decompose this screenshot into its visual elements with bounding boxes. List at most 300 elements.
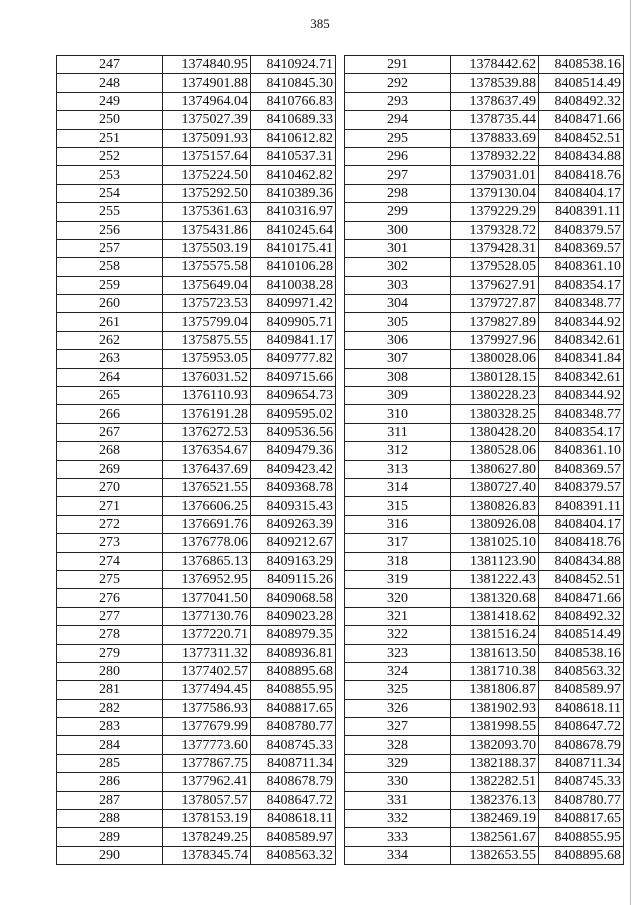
table-row bbox=[345, 773, 624, 791]
point-number-cell: 274 bbox=[57, 552, 163, 570]
point-number-cell: 326 bbox=[345, 699, 451, 717]
point-number-cell: 329 bbox=[345, 754, 451, 772]
y-coordinate-cell: 8408379.57 bbox=[539, 221, 624, 239]
table-row bbox=[345, 203, 624, 221]
y-coordinate-cell: 8409654.73 bbox=[251, 387, 336, 405]
point-number-cell: 302 bbox=[345, 258, 451, 276]
point-number-cell: 297 bbox=[345, 166, 451, 184]
point-number-cell: 270 bbox=[57, 478, 163, 496]
table-row bbox=[345, 92, 624, 110]
point-number-cell: 315 bbox=[345, 497, 451, 515]
y-coordinate-cell: 8408404.17 bbox=[539, 184, 624, 202]
table-row bbox=[57, 129, 336, 147]
y-coordinate-cell: 8409068.58 bbox=[251, 589, 336, 607]
y-coordinate-cell: 8409841.17 bbox=[251, 331, 336, 349]
point-number-cell: 247 bbox=[57, 56, 163, 74]
table-row bbox=[57, 810, 336, 828]
table-row bbox=[57, 442, 336, 460]
table-row bbox=[345, 350, 624, 368]
x-coordinate-cell: 1378539.88 bbox=[451, 74, 539, 92]
point-number-cell: 284 bbox=[57, 736, 163, 754]
y-coordinate-cell: 8409595.02 bbox=[251, 405, 336, 423]
x-coordinate-cell: 1381222.43 bbox=[451, 570, 539, 588]
y-coordinate-cell: 8408647.72 bbox=[539, 718, 624, 736]
y-coordinate-cell: 8408745.33 bbox=[251, 736, 336, 754]
table-row bbox=[57, 773, 336, 791]
table-row bbox=[57, 295, 336, 313]
y-coordinate-cell: 8408361.10 bbox=[539, 442, 624, 460]
table-row bbox=[345, 644, 624, 662]
y-coordinate-cell: 8408711.34 bbox=[539, 754, 624, 772]
point-number-cell: 264 bbox=[57, 368, 163, 386]
y-coordinate-cell: 8408895.68 bbox=[539, 846, 624, 864]
x-coordinate-cell: 1380528.06 bbox=[451, 442, 539, 460]
x-coordinate-cell: 1375431.86 bbox=[163, 221, 251, 239]
y-coordinate-cell: 8408855.95 bbox=[251, 681, 336, 699]
point-number-cell: 332 bbox=[345, 810, 451, 828]
table-row bbox=[345, 239, 624, 257]
table-row bbox=[57, 681, 336, 699]
table-row bbox=[57, 478, 336, 496]
table-row bbox=[345, 258, 624, 276]
x-coordinate-cell: 1375157.64 bbox=[163, 147, 251, 165]
y-coordinate-cell: 8410924.71 bbox=[251, 56, 336, 74]
y-coordinate-cell: 8408471.66 bbox=[539, 111, 624, 129]
y-coordinate-cell: 8410462.82 bbox=[251, 166, 336, 184]
coordinates-table-right bbox=[344, 55, 624, 865]
y-coordinate-cell: 8409777.82 bbox=[251, 350, 336, 368]
table-row bbox=[345, 129, 624, 147]
table-row bbox=[57, 846, 336, 864]
point-number-cell: 313 bbox=[345, 460, 451, 478]
point-number-cell: 250 bbox=[57, 111, 163, 129]
y-coordinate-cell: 8408418.76 bbox=[539, 534, 624, 552]
point-number-cell: 296 bbox=[345, 147, 451, 165]
y-coordinate-cell: 8408678.79 bbox=[539, 736, 624, 754]
table-row bbox=[57, 460, 336, 478]
table-row bbox=[57, 515, 336, 533]
y-coordinate-cell: 8408342.61 bbox=[539, 331, 624, 349]
table-row bbox=[345, 570, 624, 588]
y-coordinate-cell: 8409536.56 bbox=[251, 423, 336, 441]
table-row bbox=[57, 92, 336, 110]
point-number-cell: 300 bbox=[345, 221, 451, 239]
table-row bbox=[345, 111, 624, 129]
table-row bbox=[345, 662, 624, 680]
x-coordinate-cell: 1374840.95 bbox=[163, 56, 251, 74]
y-coordinate-cell: 8408361.10 bbox=[539, 258, 624, 276]
point-number-cell: 294 bbox=[345, 111, 451, 129]
y-coordinate-cell: 8408589.97 bbox=[539, 681, 624, 699]
x-coordinate-cell: 1382469.19 bbox=[451, 810, 539, 828]
table-row bbox=[57, 56, 336, 74]
table-row bbox=[57, 699, 336, 717]
point-number-cell: 253 bbox=[57, 166, 163, 184]
point-number-cell: 266 bbox=[57, 405, 163, 423]
x-coordinate-cell: 1375027.39 bbox=[163, 111, 251, 129]
point-number-cell: 304 bbox=[345, 295, 451, 313]
x-coordinate-cell: 1382188.37 bbox=[451, 754, 539, 772]
y-coordinate-cell: 8409905.71 bbox=[251, 313, 336, 331]
table-row bbox=[345, 74, 624, 92]
y-coordinate-cell: 8408678.79 bbox=[251, 773, 336, 791]
table-row bbox=[57, 589, 336, 607]
point-number-cell: 325 bbox=[345, 681, 451, 699]
point-number-cell: 281 bbox=[57, 681, 163, 699]
x-coordinate-cell: 1379328.72 bbox=[451, 221, 539, 239]
y-coordinate-cell: 8408647.72 bbox=[251, 791, 336, 809]
point-number-cell: 289 bbox=[57, 828, 163, 846]
table-row bbox=[57, 74, 336, 92]
x-coordinate-cell: 1377402.57 bbox=[163, 662, 251, 680]
x-coordinate-cell: 1379031.01 bbox=[451, 166, 539, 184]
x-coordinate-cell: 1380028.06 bbox=[451, 350, 539, 368]
x-coordinate-cell: 1382561.67 bbox=[451, 828, 539, 846]
y-coordinate-cell: 8410389.36 bbox=[251, 184, 336, 202]
y-coordinate-cell: 8410612.82 bbox=[251, 129, 336, 147]
y-coordinate-cell: 8408369.57 bbox=[539, 239, 624, 257]
point-number-cell: 249 bbox=[57, 92, 163, 110]
x-coordinate-cell: 1380826.83 bbox=[451, 497, 539, 515]
y-coordinate-cell: 8409423.42 bbox=[251, 460, 336, 478]
table-row bbox=[345, 313, 624, 331]
table-row bbox=[345, 607, 624, 625]
point-number-cell: 278 bbox=[57, 626, 163, 644]
point-number-cell: 263 bbox=[57, 350, 163, 368]
x-coordinate-cell: 1376354.67 bbox=[163, 442, 251, 460]
point-number-cell: 282 bbox=[57, 699, 163, 717]
table-row bbox=[57, 754, 336, 772]
y-coordinate-cell: 8408514.49 bbox=[539, 626, 624, 644]
y-coordinate-cell: 8408780.77 bbox=[539, 791, 624, 809]
x-coordinate-cell: 1379229.29 bbox=[451, 203, 539, 221]
table-row bbox=[345, 515, 624, 533]
point-number-cell: 327 bbox=[345, 718, 451, 736]
table-row bbox=[57, 331, 336, 349]
x-coordinate-cell: 1379727.87 bbox=[451, 295, 539, 313]
table-row bbox=[345, 718, 624, 736]
point-number-cell: 248 bbox=[57, 74, 163, 92]
table-row bbox=[345, 552, 624, 570]
y-coordinate-cell: 8409368.78 bbox=[251, 478, 336, 496]
table-row bbox=[345, 56, 624, 74]
point-number-cell: 330 bbox=[345, 773, 451, 791]
x-coordinate-cell: 1376606.25 bbox=[163, 497, 251, 515]
point-number-cell: 287 bbox=[57, 791, 163, 809]
point-number-cell: 262 bbox=[57, 331, 163, 349]
point-number-cell: 268 bbox=[57, 442, 163, 460]
point-number-cell: 276 bbox=[57, 589, 163, 607]
x-coordinate-cell: 1375292.50 bbox=[163, 184, 251, 202]
table-row bbox=[345, 589, 624, 607]
table-row bbox=[345, 460, 624, 478]
table-row bbox=[345, 368, 624, 386]
y-coordinate-cell: 8408936.81 bbox=[251, 644, 336, 662]
x-coordinate-cell: 1376437.69 bbox=[163, 460, 251, 478]
y-coordinate-cell: 8410175.41 bbox=[251, 239, 336, 257]
x-coordinate-cell: 1377220.71 bbox=[163, 626, 251, 644]
table-row bbox=[57, 736, 336, 754]
x-coordinate-cell: 1381998.55 bbox=[451, 718, 539, 736]
table-row bbox=[345, 846, 624, 864]
y-coordinate-cell: 8409115.26 bbox=[251, 570, 336, 588]
x-coordinate-cell: 1374901.88 bbox=[163, 74, 251, 92]
x-coordinate-cell: 1375953.05 bbox=[163, 350, 251, 368]
point-number-cell: 265 bbox=[57, 387, 163, 405]
x-coordinate-cell: 1381516.24 bbox=[451, 626, 539, 644]
y-coordinate-cell: 8409023.28 bbox=[251, 607, 336, 625]
x-coordinate-cell: 1375649.04 bbox=[163, 276, 251, 294]
x-coordinate-cell: 1376110.93 bbox=[163, 387, 251, 405]
y-coordinate-cell: 8409479.36 bbox=[251, 442, 336, 460]
table-row bbox=[57, 534, 336, 552]
point-number-cell: 279 bbox=[57, 644, 163, 662]
table-row bbox=[57, 662, 336, 680]
table-row bbox=[57, 718, 336, 736]
point-number-cell: 267 bbox=[57, 423, 163, 441]
x-coordinate-cell: 1378442.62 bbox=[451, 56, 539, 74]
x-coordinate-cell: 1381418.62 bbox=[451, 607, 539, 625]
x-coordinate-cell: 1380128.15 bbox=[451, 368, 539, 386]
x-coordinate-cell: 1380727.40 bbox=[451, 478, 539, 496]
y-coordinate-cell: 8408538.16 bbox=[539, 644, 624, 662]
table-row bbox=[57, 405, 336, 423]
table-row bbox=[345, 699, 624, 717]
table-row bbox=[345, 681, 624, 699]
x-coordinate-cell: 1381025.10 bbox=[451, 534, 539, 552]
point-number-cell: 256 bbox=[57, 221, 163, 239]
y-coordinate-cell: 8408452.51 bbox=[539, 129, 624, 147]
x-coordinate-cell: 1375091.93 bbox=[163, 129, 251, 147]
x-coordinate-cell: 1378833.69 bbox=[451, 129, 539, 147]
x-coordinate-cell: 1376272.53 bbox=[163, 423, 251, 441]
point-number-cell: 271 bbox=[57, 497, 163, 515]
x-coordinate-cell: 1381902.93 bbox=[451, 699, 539, 717]
y-coordinate-cell: 8410537.31 bbox=[251, 147, 336, 165]
point-number-cell: 324 bbox=[345, 662, 451, 680]
point-number-cell: 316 bbox=[345, 515, 451, 533]
x-coordinate-cell: 1377494.45 bbox=[163, 681, 251, 699]
x-coordinate-cell: 1379528.05 bbox=[451, 258, 539, 276]
y-coordinate-cell: 8408348.77 bbox=[539, 295, 624, 313]
y-coordinate-cell: 8408344.92 bbox=[539, 387, 624, 405]
x-coordinate-cell: 1381710.38 bbox=[451, 662, 539, 680]
x-coordinate-cell: 1380228.23 bbox=[451, 387, 539, 405]
x-coordinate-cell: 1380428.20 bbox=[451, 423, 539, 441]
table-row bbox=[345, 810, 624, 828]
table-row bbox=[345, 387, 624, 405]
x-coordinate-cell: 1381613.50 bbox=[451, 644, 539, 662]
x-coordinate-cell: 1375799.04 bbox=[163, 313, 251, 331]
table-row bbox=[57, 166, 336, 184]
x-coordinate-cell: 1376191.28 bbox=[163, 405, 251, 423]
table-row bbox=[345, 626, 624, 644]
x-coordinate-cell: 1376521.55 bbox=[163, 478, 251, 496]
point-number-cell: 311 bbox=[345, 423, 451, 441]
x-coordinate-cell: 1375875.55 bbox=[163, 331, 251, 349]
x-coordinate-cell: 1377311.32 bbox=[163, 644, 251, 662]
x-coordinate-cell: 1375575.58 bbox=[163, 258, 251, 276]
x-coordinate-cell: 1376952.95 bbox=[163, 570, 251, 588]
y-coordinate-cell: 8409315.43 bbox=[251, 497, 336, 515]
table-row bbox=[345, 442, 624, 460]
point-number-cell: 321 bbox=[345, 607, 451, 625]
y-coordinate-cell: 8408354.17 bbox=[539, 276, 624, 294]
table-row bbox=[57, 221, 336, 239]
x-coordinate-cell: 1376865.13 bbox=[163, 552, 251, 570]
table-row bbox=[57, 423, 336, 441]
point-number-cell: 280 bbox=[57, 662, 163, 680]
y-coordinate-cell: 8408711.34 bbox=[251, 754, 336, 772]
point-number-cell: 286 bbox=[57, 773, 163, 791]
point-number-cell: 269 bbox=[57, 460, 163, 478]
x-coordinate-cell: 1379130.04 bbox=[451, 184, 539, 202]
y-coordinate-cell: 8408391.11 bbox=[539, 203, 624, 221]
y-coordinate-cell: 8408855.95 bbox=[539, 828, 624, 846]
table-row bbox=[57, 828, 336, 846]
table-row bbox=[345, 534, 624, 552]
page-edge-line bbox=[630, 0, 631, 905]
x-coordinate-cell: 1379627.91 bbox=[451, 276, 539, 294]
point-number-cell: 290 bbox=[57, 846, 163, 864]
x-coordinate-cell: 1379927.96 bbox=[451, 331, 539, 349]
y-coordinate-cell: 8408589.97 bbox=[251, 828, 336, 846]
table-row bbox=[345, 828, 624, 846]
point-number-cell: 306 bbox=[345, 331, 451, 349]
point-number-cell: 273 bbox=[57, 534, 163, 552]
y-coordinate-cell: 8408471.66 bbox=[539, 589, 624, 607]
table-row bbox=[345, 184, 624, 202]
point-number-cell: 259 bbox=[57, 276, 163, 294]
x-coordinate-cell: 1377679.99 bbox=[163, 718, 251, 736]
y-coordinate-cell: 8408563.32 bbox=[251, 846, 336, 864]
table-row bbox=[57, 552, 336, 570]
table-row bbox=[57, 497, 336, 515]
point-number-cell: 277 bbox=[57, 607, 163, 625]
table-row bbox=[57, 350, 336, 368]
point-number-cell: 293 bbox=[345, 92, 451, 110]
point-number-cell: 283 bbox=[57, 718, 163, 736]
table-row bbox=[345, 736, 624, 754]
y-coordinate-cell: 8408817.65 bbox=[539, 810, 624, 828]
y-coordinate-cell: 8408492.32 bbox=[539, 92, 624, 110]
point-number-cell: 258 bbox=[57, 258, 163, 276]
table-row bbox=[345, 497, 624, 515]
point-number-cell: 312 bbox=[345, 442, 451, 460]
y-coordinate-cell: 8410316.97 bbox=[251, 203, 336, 221]
x-coordinate-cell: 1382376.13 bbox=[451, 791, 539, 809]
x-coordinate-cell: 1378249.25 bbox=[163, 828, 251, 846]
y-coordinate-cell: 8410245.64 bbox=[251, 221, 336, 239]
table-row bbox=[57, 626, 336, 644]
point-number-cell: 260 bbox=[57, 295, 163, 313]
table-row bbox=[57, 313, 336, 331]
x-coordinate-cell: 1374964.04 bbox=[163, 92, 251, 110]
y-coordinate-cell: 8408563.32 bbox=[539, 662, 624, 680]
point-number-cell: 323 bbox=[345, 644, 451, 662]
y-coordinate-cell: 8408344.92 bbox=[539, 313, 624, 331]
point-number-cell: 252 bbox=[57, 147, 163, 165]
point-number-cell: 295 bbox=[345, 129, 451, 147]
table-row bbox=[345, 331, 624, 349]
table-row bbox=[345, 754, 624, 772]
y-coordinate-cell: 8410689.33 bbox=[251, 111, 336, 129]
x-coordinate-cell: 1382653.55 bbox=[451, 846, 539, 864]
point-number-cell: 328 bbox=[345, 736, 451, 754]
x-coordinate-cell: 1379428.31 bbox=[451, 239, 539, 257]
point-number-cell: 318 bbox=[345, 552, 451, 570]
point-number-cell: 320 bbox=[345, 589, 451, 607]
y-coordinate-cell: 8408618.11 bbox=[251, 810, 336, 828]
y-coordinate-cell: 8409163.29 bbox=[251, 552, 336, 570]
point-number-cell: 298 bbox=[345, 184, 451, 202]
y-coordinate-cell: 8410766.83 bbox=[251, 92, 336, 110]
table-row bbox=[345, 478, 624, 496]
x-coordinate-cell: 1377962.41 bbox=[163, 773, 251, 791]
table-row bbox=[57, 276, 336, 294]
x-coordinate-cell: 1376778.06 bbox=[163, 534, 251, 552]
point-number-cell: 334 bbox=[345, 846, 451, 864]
point-number-cell: 322 bbox=[345, 626, 451, 644]
y-coordinate-cell: 8408895.68 bbox=[251, 662, 336, 680]
y-coordinate-cell: 8408817.65 bbox=[251, 699, 336, 717]
x-coordinate-cell: 1381123.90 bbox=[451, 552, 539, 570]
table-row bbox=[345, 405, 624, 423]
table-row bbox=[57, 147, 336, 165]
x-coordinate-cell: 1381806.87 bbox=[451, 681, 539, 699]
table-row bbox=[57, 258, 336, 276]
y-coordinate-cell: 8410038.28 bbox=[251, 276, 336, 294]
table-row bbox=[345, 166, 624, 184]
point-number-cell: 261 bbox=[57, 313, 163, 331]
point-number-cell: 303 bbox=[345, 276, 451, 294]
y-coordinate-cell: 8408434.88 bbox=[539, 147, 624, 165]
table-row bbox=[345, 276, 624, 294]
table-row bbox=[345, 221, 624, 239]
y-coordinate-cell: 8408780.77 bbox=[251, 718, 336, 736]
coordinates-table-left bbox=[56, 55, 336, 865]
x-coordinate-cell: 1381320.68 bbox=[451, 589, 539, 607]
x-coordinate-cell: 1376031.52 bbox=[163, 368, 251, 386]
x-coordinate-cell: 1382093.70 bbox=[451, 736, 539, 754]
table-row bbox=[345, 295, 624, 313]
table-row bbox=[57, 570, 336, 588]
point-number-cell: 299 bbox=[345, 203, 451, 221]
table-row bbox=[345, 423, 624, 441]
y-coordinate-cell: 8409715.66 bbox=[251, 368, 336, 386]
x-coordinate-cell: 1378735.44 bbox=[451, 111, 539, 129]
x-coordinate-cell: 1378637.49 bbox=[451, 92, 539, 110]
point-number-cell: 257 bbox=[57, 239, 163, 257]
y-coordinate-cell: 8408434.88 bbox=[539, 552, 624, 570]
table-row bbox=[57, 607, 336, 625]
y-coordinate-cell: 8408618.11 bbox=[539, 699, 624, 717]
point-number-cell: 254 bbox=[57, 184, 163, 202]
y-coordinate-cell: 8409263.39 bbox=[251, 515, 336, 533]
point-number-cell: 251 bbox=[57, 129, 163, 147]
x-coordinate-cell: 1380926.08 bbox=[451, 515, 539, 533]
point-number-cell: 333 bbox=[345, 828, 451, 846]
y-coordinate-cell: 8408369.57 bbox=[539, 460, 624, 478]
y-coordinate-cell: 8408404.17 bbox=[539, 515, 624, 533]
y-coordinate-cell: 8408379.57 bbox=[539, 478, 624, 496]
table-row bbox=[57, 368, 336, 386]
y-coordinate-cell: 8408348.77 bbox=[539, 405, 624, 423]
point-number-cell: 307 bbox=[345, 350, 451, 368]
y-coordinate-cell: 8409212.67 bbox=[251, 534, 336, 552]
point-number-cell: 291 bbox=[345, 56, 451, 74]
table-row bbox=[57, 387, 336, 405]
